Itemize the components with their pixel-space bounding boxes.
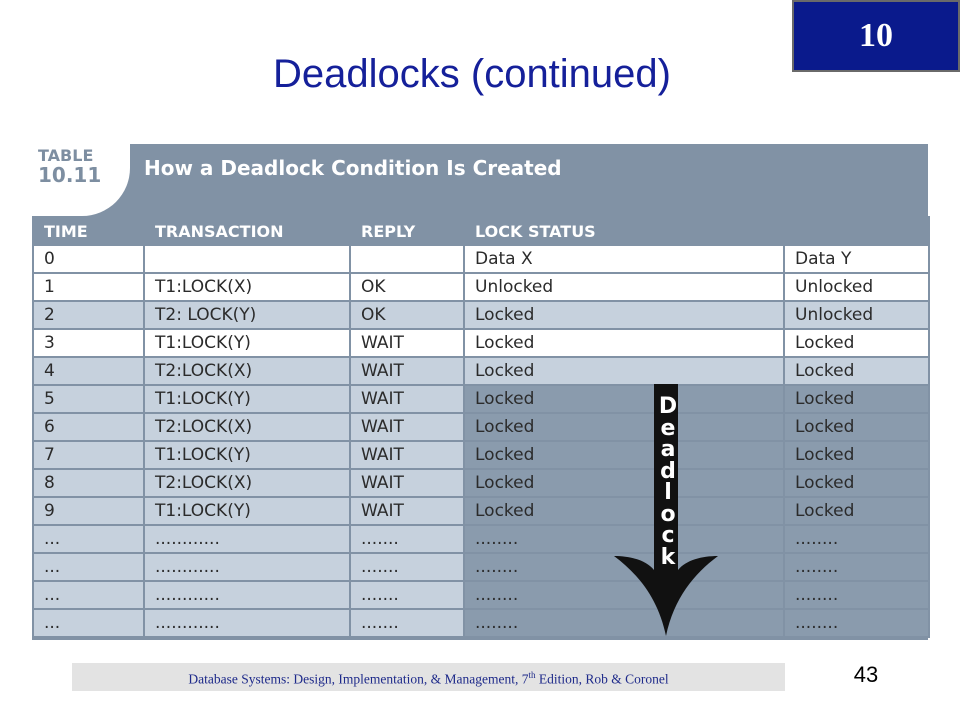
table-row [33, 385, 929, 413]
cell-lock-x: Locked [464, 441, 784, 469]
deadlock-letter: k [660, 544, 676, 570]
deadlock-letter: D [658, 394, 678, 419]
cell-reply: WAIT [350, 385, 464, 413]
cell-lock-x: Locked [464, 469, 784, 497]
table-label-word: TABLE [38, 146, 94, 165]
table-row [33, 413, 929, 441]
cell-lock-y: Locked [784, 497, 929, 525]
cell-transaction [144, 245, 350, 273]
cell-transaction: T1:LOCK(X) [144, 273, 350, 301]
cell-reply: ....... [350, 581, 464, 609]
lock-table [32, 216, 930, 638]
cell-reply: ....... [350, 525, 464, 553]
cell-lock-x: Locked [464, 357, 784, 385]
deadlock-letter: c [661, 523, 675, 548]
table-caption: How a Deadlock Condition Is Created [144, 156, 562, 180]
footer-text-before: Database Systems: Design, Implementation, & Management, 7 [188, 671, 529, 687]
cell-lock-y: Unlocked [784, 301, 929, 329]
deadlock-label [656, 396, 680, 568]
cell-lock-y: Unlocked [784, 273, 929, 301]
cell-lock-x: Locked [464, 329, 784, 357]
cell-lock-y: ........ [784, 525, 929, 553]
table-row [33, 497, 929, 525]
slide-title: Deadlocks (continued) [273, 52, 671, 96]
cell-reply: WAIT [350, 497, 464, 525]
cell-time: 0 [33, 245, 144, 273]
deadlock-letter: a [660, 437, 676, 462]
footer-citation [72, 670, 785, 688]
cell-lock-x: Locked [464, 413, 784, 441]
cell-time: 2 [33, 301, 144, 329]
table-row [33, 553, 929, 581]
deadlock-table [32, 144, 928, 640]
header-lock-status: LOCK STATUS [464, 217, 929, 245]
cell-transaction: ............ [144, 609, 350, 637]
cell-lock-y: Locked [784, 357, 929, 385]
page-number: 43 [853, 662, 879, 687]
header-time: TIME [33, 217, 144, 245]
cell-time: 4 [33, 357, 144, 385]
cell-transaction: T2:LOCK(X) [144, 413, 350, 441]
cell-time: 1 [33, 273, 144, 301]
cell-reply: WAIT [350, 329, 464, 357]
cell-reply [350, 245, 464, 273]
cell-reply: OK [350, 301, 464, 329]
cell-time: ... [33, 525, 144, 553]
cell-reply: WAIT [350, 441, 464, 469]
cell-lock-x: ........ [464, 609, 784, 637]
cell-reply: ....... [350, 609, 464, 637]
table-row [33, 329, 929, 357]
cell-lock-x: ........ [464, 525, 784, 553]
cell-lock-y: Locked [784, 385, 929, 413]
cell-time: 7 [33, 441, 144, 469]
chapter-number: 10 [859, 17, 893, 54]
table-header-band [32, 144, 928, 216]
cell-lock-y: ........ [784, 581, 929, 609]
cell-transaction: T1:LOCK(Y) [144, 329, 350, 357]
cell-lock-y: Locked [784, 329, 929, 357]
cell-reply: ....... [350, 553, 464, 581]
cell-transaction: ............ [144, 581, 350, 609]
table-row [33, 525, 929, 553]
cell-transaction: T1:LOCK(Y) [144, 441, 350, 469]
footer-sup: th [528, 670, 536, 680]
footer-text-after: Edition, Rob & Coronel [535, 671, 669, 687]
cell-time: 8 [33, 469, 144, 497]
header-reply: REPLY [350, 217, 464, 245]
cell-lock-y: ........ [784, 553, 929, 581]
cell-time: 6 [33, 413, 144, 441]
header-transaction: TRANSACTION [144, 217, 350, 245]
table-row [33, 245, 929, 273]
cell-time: 9 [33, 497, 144, 525]
deadlock-letter: d [660, 458, 676, 484]
cell-lock-x: ........ [464, 581, 784, 609]
cell-time: ... [33, 609, 144, 637]
cell-lock-y: Data Y [784, 245, 929, 273]
cell-lock-y: Locked [784, 413, 929, 441]
cell-transaction: T1:LOCK(Y) [144, 497, 350, 525]
deadlock-letter: o [660, 501, 676, 527]
cell-time: 5 [33, 385, 144, 413]
deadlock-letter: l [664, 480, 672, 505]
cell-transaction: T2: LOCK(Y) [144, 301, 350, 329]
table-label-number: 10.11 [38, 162, 102, 187]
cell-transaction: T2:LOCK(X) [144, 357, 350, 385]
table-row [33, 301, 929, 329]
cell-lock-x: Locked [464, 301, 784, 329]
cell-lock-y: Locked [784, 469, 929, 497]
cell-lock-x: Data X [464, 245, 784, 273]
cell-lock-x: Locked [464, 385, 784, 413]
cell-lock-x: Locked [464, 497, 784, 525]
cell-time: ... [33, 553, 144, 581]
table-row [33, 469, 929, 497]
cell-transaction: ............ [144, 553, 350, 581]
cell-time: 3 [33, 329, 144, 357]
table-header-row [33, 217, 929, 245]
cell-time: ... [33, 581, 144, 609]
cell-reply: WAIT [350, 413, 464, 441]
cell-lock-x: ........ [464, 553, 784, 581]
cell-reply: WAIT [350, 357, 464, 385]
cell-lock-y: Locked [784, 441, 929, 469]
cell-reply: WAIT [350, 469, 464, 497]
table-row [33, 581, 929, 609]
table-label [38, 148, 101, 186]
cell-transaction: ............ [144, 525, 350, 553]
cell-transaction: T1:LOCK(Y) [144, 385, 350, 413]
cell-lock-x: Unlocked [464, 273, 784, 301]
table-row [33, 357, 929, 385]
table-row [33, 273, 929, 301]
cell-transaction: T2:LOCK(X) [144, 469, 350, 497]
deadlock-letter: e [660, 415, 676, 441]
table-row [33, 441, 929, 469]
cell-reply: OK [350, 273, 464, 301]
cell-lock-y: ........ [784, 609, 929, 637]
table-row [33, 609, 929, 637]
